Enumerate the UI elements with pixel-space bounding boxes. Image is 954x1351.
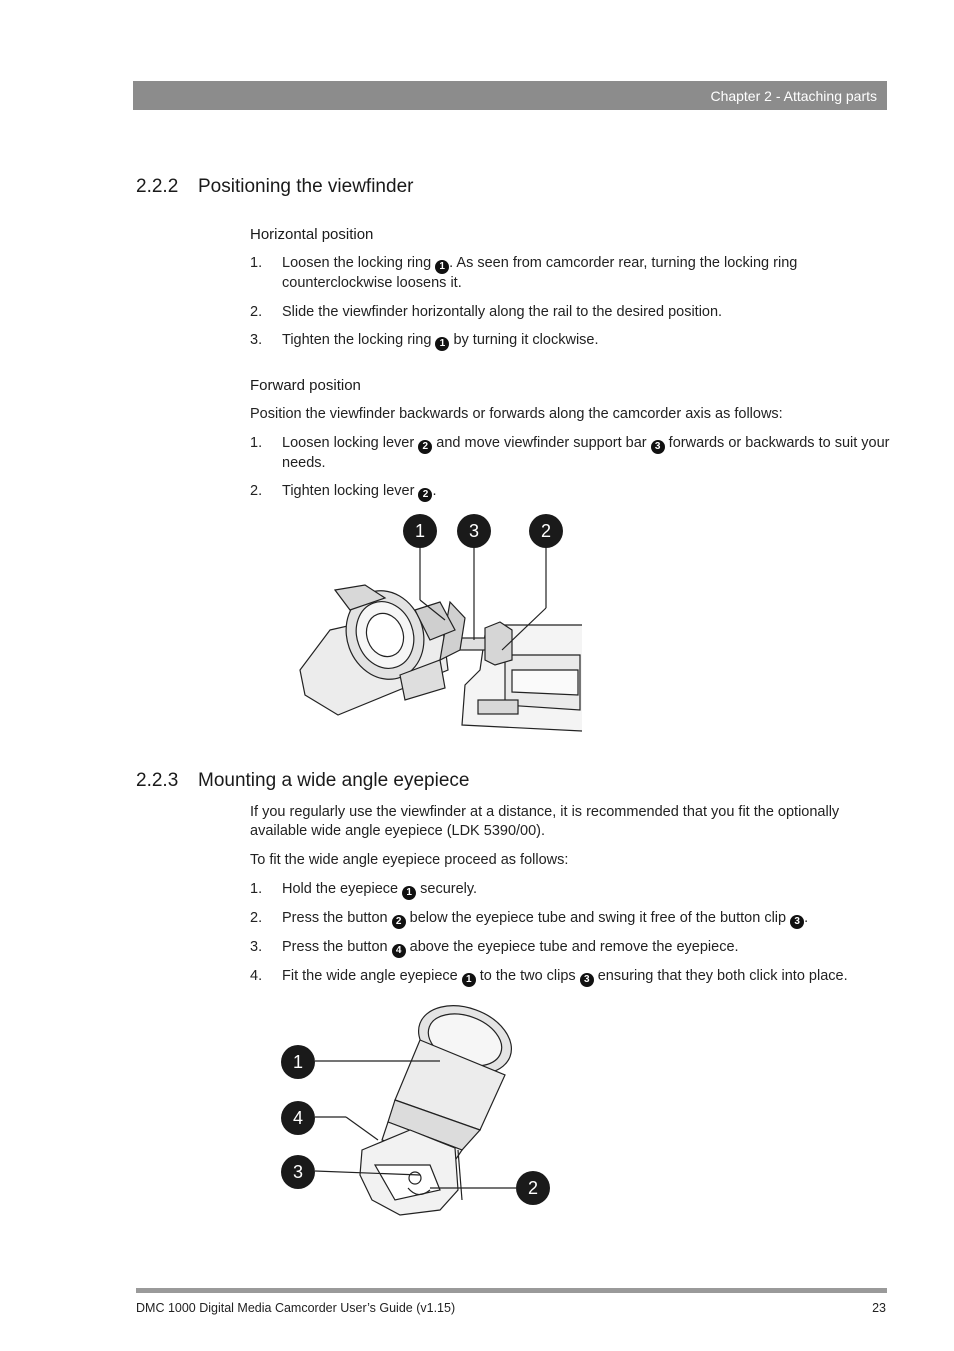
footer-title: DMC 1000 Digital Media Camcorder User’s Guide (v1.15) bbox=[136, 1301, 456, 1315]
eyepiece-intro-2: To fit the wide angle eyepiece proceed as follows: bbox=[250, 852, 569, 868]
step-number: 2. bbox=[250, 304, 263, 320]
callout-4: 4 bbox=[281, 1101, 315, 1135]
section-heading-positioning bbox=[136, 176, 413, 198]
step-text: Tighten locking lever 2 . bbox=[282, 483, 437, 500]
step-number: 2. bbox=[250, 483, 263, 499]
callout-badge: 1 bbox=[435, 337, 449, 351]
step-text: Slide the viewfinder horizontally along the rail to the desired position. bbox=[282, 304, 723, 320]
list-item bbox=[250, 434, 890, 473]
list-item bbox=[250, 909, 890, 929]
callout-badge: 2 bbox=[418, 440, 432, 454]
list-item bbox=[250, 482, 890, 502]
list-item bbox=[250, 967, 890, 987]
callout-badge: 3 bbox=[651, 440, 665, 454]
step-text: Hold the eyepiece 1 securely. bbox=[282, 881, 478, 898]
forward-intro: Position the viewfinder backwards or forwards along the camcorder axis as follows: bbox=[250, 406, 783, 422]
list-item bbox=[250, 254, 890, 293]
chapter-title: Chapter 2 - Attaching parts bbox=[710, 87, 877, 104]
step-text: Loosen locking lever 2 and move viewfinder support bar 3 forwards or backwards to suit your needs. bbox=[282, 435, 890, 471]
callout-badge: 4 bbox=[392, 944, 406, 958]
section-number: 2.2.3 bbox=[136, 770, 179, 791]
step-number: 1. bbox=[250, 255, 263, 271]
subheading-forward: Forward position bbox=[250, 377, 361, 394]
callout-badge: 1 bbox=[402, 886, 416, 900]
list-item bbox=[250, 303, 890, 322]
step-number: 3. bbox=[250, 332, 263, 348]
callout-badge: 2 bbox=[418, 488, 432, 502]
callout-badge: 3 bbox=[580, 973, 594, 987]
page-number: 23 bbox=[872, 1301, 886, 1315]
list-item bbox=[250, 331, 890, 351]
section-number: 2.2.2 bbox=[136, 176, 179, 197]
callout-1: 1 bbox=[403, 514, 437, 548]
list-item bbox=[250, 880, 890, 900]
callout-1: 1 bbox=[281, 1045, 315, 1079]
callout-badge: 2 bbox=[392, 915, 406, 929]
eyepiece-illustration bbox=[280, 1000, 550, 1220]
callout-3: 3 bbox=[457, 514, 491, 548]
eyepiece-intro: If you regularly use the viewfinder at a distance, it is recommended that you fit the optionally available wide angle eyepiece (LDK 5390/00). bbox=[250, 804, 840, 839]
step-number: 2. bbox=[250, 910, 263, 926]
step-number: 3. bbox=[250, 939, 263, 955]
step-text: Fit the wide angle eyepiece 1 to the two clips 3 ensuring that they both click into place. bbox=[282, 968, 848, 985]
section-title: Mounting a wide angle eyepiece bbox=[198, 770, 470, 791]
chapter-header bbox=[133, 81, 887, 110]
callout-badge: 1 bbox=[462, 973, 476, 987]
step-number: 1. bbox=[250, 435, 263, 451]
section-heading-eyepiece bbox=[136, 770, 469, 792]
callout-2: 2 bbox=[516, 1171, 550, 1205]
section-title: Positioning the viewfinder bbox=[198, 176, 414, 197]
step-text: Tighten the locking ring 1 by turning it clockwise. bbox=[282, 332, 599, 349]
step-number: 4. bbox=[250, 968, 263, 984]
callout-3: 3 bbox=[281, 1155, 315, 1189]
list-item bbox=[250, 938, 890, 958]
step-number: 1. bbox=[250, 881, 263, 897]
callout-2: 2 bbox=[529, 514, 563, 548]
step-text: Press the button 2 below the eyepiece tube and swing it free of the button clip 3 . bbox=[282, 910, 809, 927]
step-text: Loosen the locking ring 1 . As seen from camcorder rear, turning the locking ring counterclockwise loosens it. bbox=[282, 255, 798, 291]
subheading-horizontal: Horizontal position bbox=[250, 226, 374, 243]
callout-badge: 3 bbox=[790, 915, 804, 929]
step-text: Press the button 4 above the eyepiece tube and remove the eyepiece. bbox=[282, 939, 739, 956]
callout-badge: 1 bbox=[435, 260, 449, 274]
footer-rule bbox=[136, 1288, 887, 1293]
